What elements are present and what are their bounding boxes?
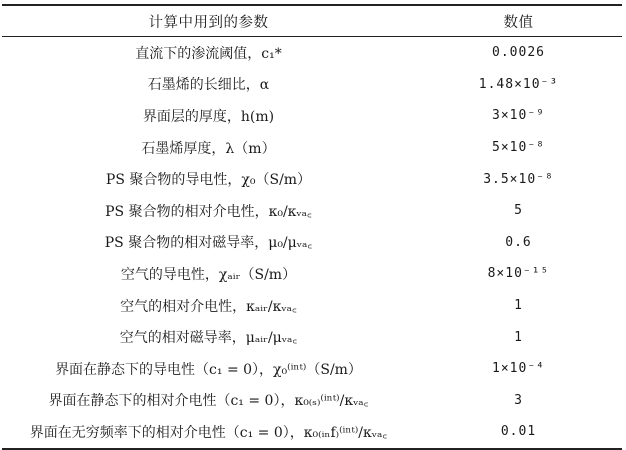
- table-row: [2, 69, 622, 101]
- parameter-table: [2, 4, 622, 450]
- value-cell: 5×10⁻⁸: [492, 140, 545, 156]
- table-row: [2, 163, 622, 195]
- value-cell: 3.5×10⁻⁸: [483, 171, 554, 187]
- table-row: [2, 353, 622, 385]
- table-header: [2, 5, 622, 37]
- value-cell: 3: [514, 392, 523, 408]
- table-row: [2, 385, 622, 417]
- table-row: [2, 227, 622, 259]
- param-cell: PS 聚合物的相对介电性，κ₀/κᵥₐ꜀: [105, 203, 312, 220]
- table-row: [2, 132, 622, 164]
- table-row: [2, 195, 622, 227]
- param-cell: 界面层的厚度，h(m): [142, 108, 275, 125]
- value-cell: 1.48×10⁻³: [478, 76, 559, 92]
- value-column-header: 数值: [415, 5, 622, 37]
- table-body: [2, 37, 622, 449]
- param-cell: 界面在无穷频率下的相对介电性（c₁ = 0），κ₀₍ᵢₙf₎⁽ⁱⁿᵗ⁾/κᵥₐ꜀: [2, 416, 415, 449]
- param-cell: 直流下的渗流阈值，c₁*: [135, 45, 282, 62]
- value-cell: 5: [514, 203, 523, 219]
- table-row: [2, 37, 622, 69]
- param-cell: 石墨烯厚度，λ（m）: [141, 140, 276, 157]
- table-row: [2, 258, 622, 290]
- param-cell: PS 聚合物的相对磁导率，μ₀/μᵥₐ꜀: [104, 235, 313, 252]
- param-cell: 界面在静态下的导电性（c₁ = 0），χ₀⁽ⁱⁿᵗ⁾（S/m）: [55, 361, 362, 378]
- value-cell: 3×10⁻⁹: [492, 108, 545, 124]
- value-cell: 8×10⁻¹⁵: [487, 266, 550, 282]
- header-row: [2, 5, 622, 37]
- value-cell: 1: [514, 329, 523, 345]
- param-cell: 空气的相对磁导率，μₐᵢᵣ/μᵥₐ꜀: [119, 330, 298, 347]
- value-cell: 1: [514, 298, 523, 314]
- param-cell: 空气的相对介电性，κₐᵢᵣ/κᵥₐ꜀: [120, 298, 297, 315]
- table-row: [2, 100, 622, 132]
- value-cell: 0.0026: [492, 45, 545, 61]
- value-cell: 0.6: [505, 234, 532, 250]
- value-cell: 1×10⁻⁴: [492, 361, 545, 377]
- param-cell: 石墨烯的长细比，α: [147, 77, 270, 94]
- table-row: [2, 416, 622, 449]
- param-cell: PS 聚合物的导电性，χ₀（S/m）: [105, 172, 312, 189]
- table-row: [2, 321, 622, 353]
- param-cell: 界面在静态下的相对介电性（c₁ = 0），κ₀₍ₛ₎⁽ⁱⁿᵗ⁾/κᵥₐ꜀: [48, 393, 369, 410]
- value-cell: 0.01: [415, 416, 622, 449]
- param-column-header: 计算中用到的参数: [2, 5, 415, 37]
- table-row: [2, 290, 622, 322]
- param-cell: 空气的导电性，χₐᵢᵣ（S/m）: [120, 266, 297, 283]
